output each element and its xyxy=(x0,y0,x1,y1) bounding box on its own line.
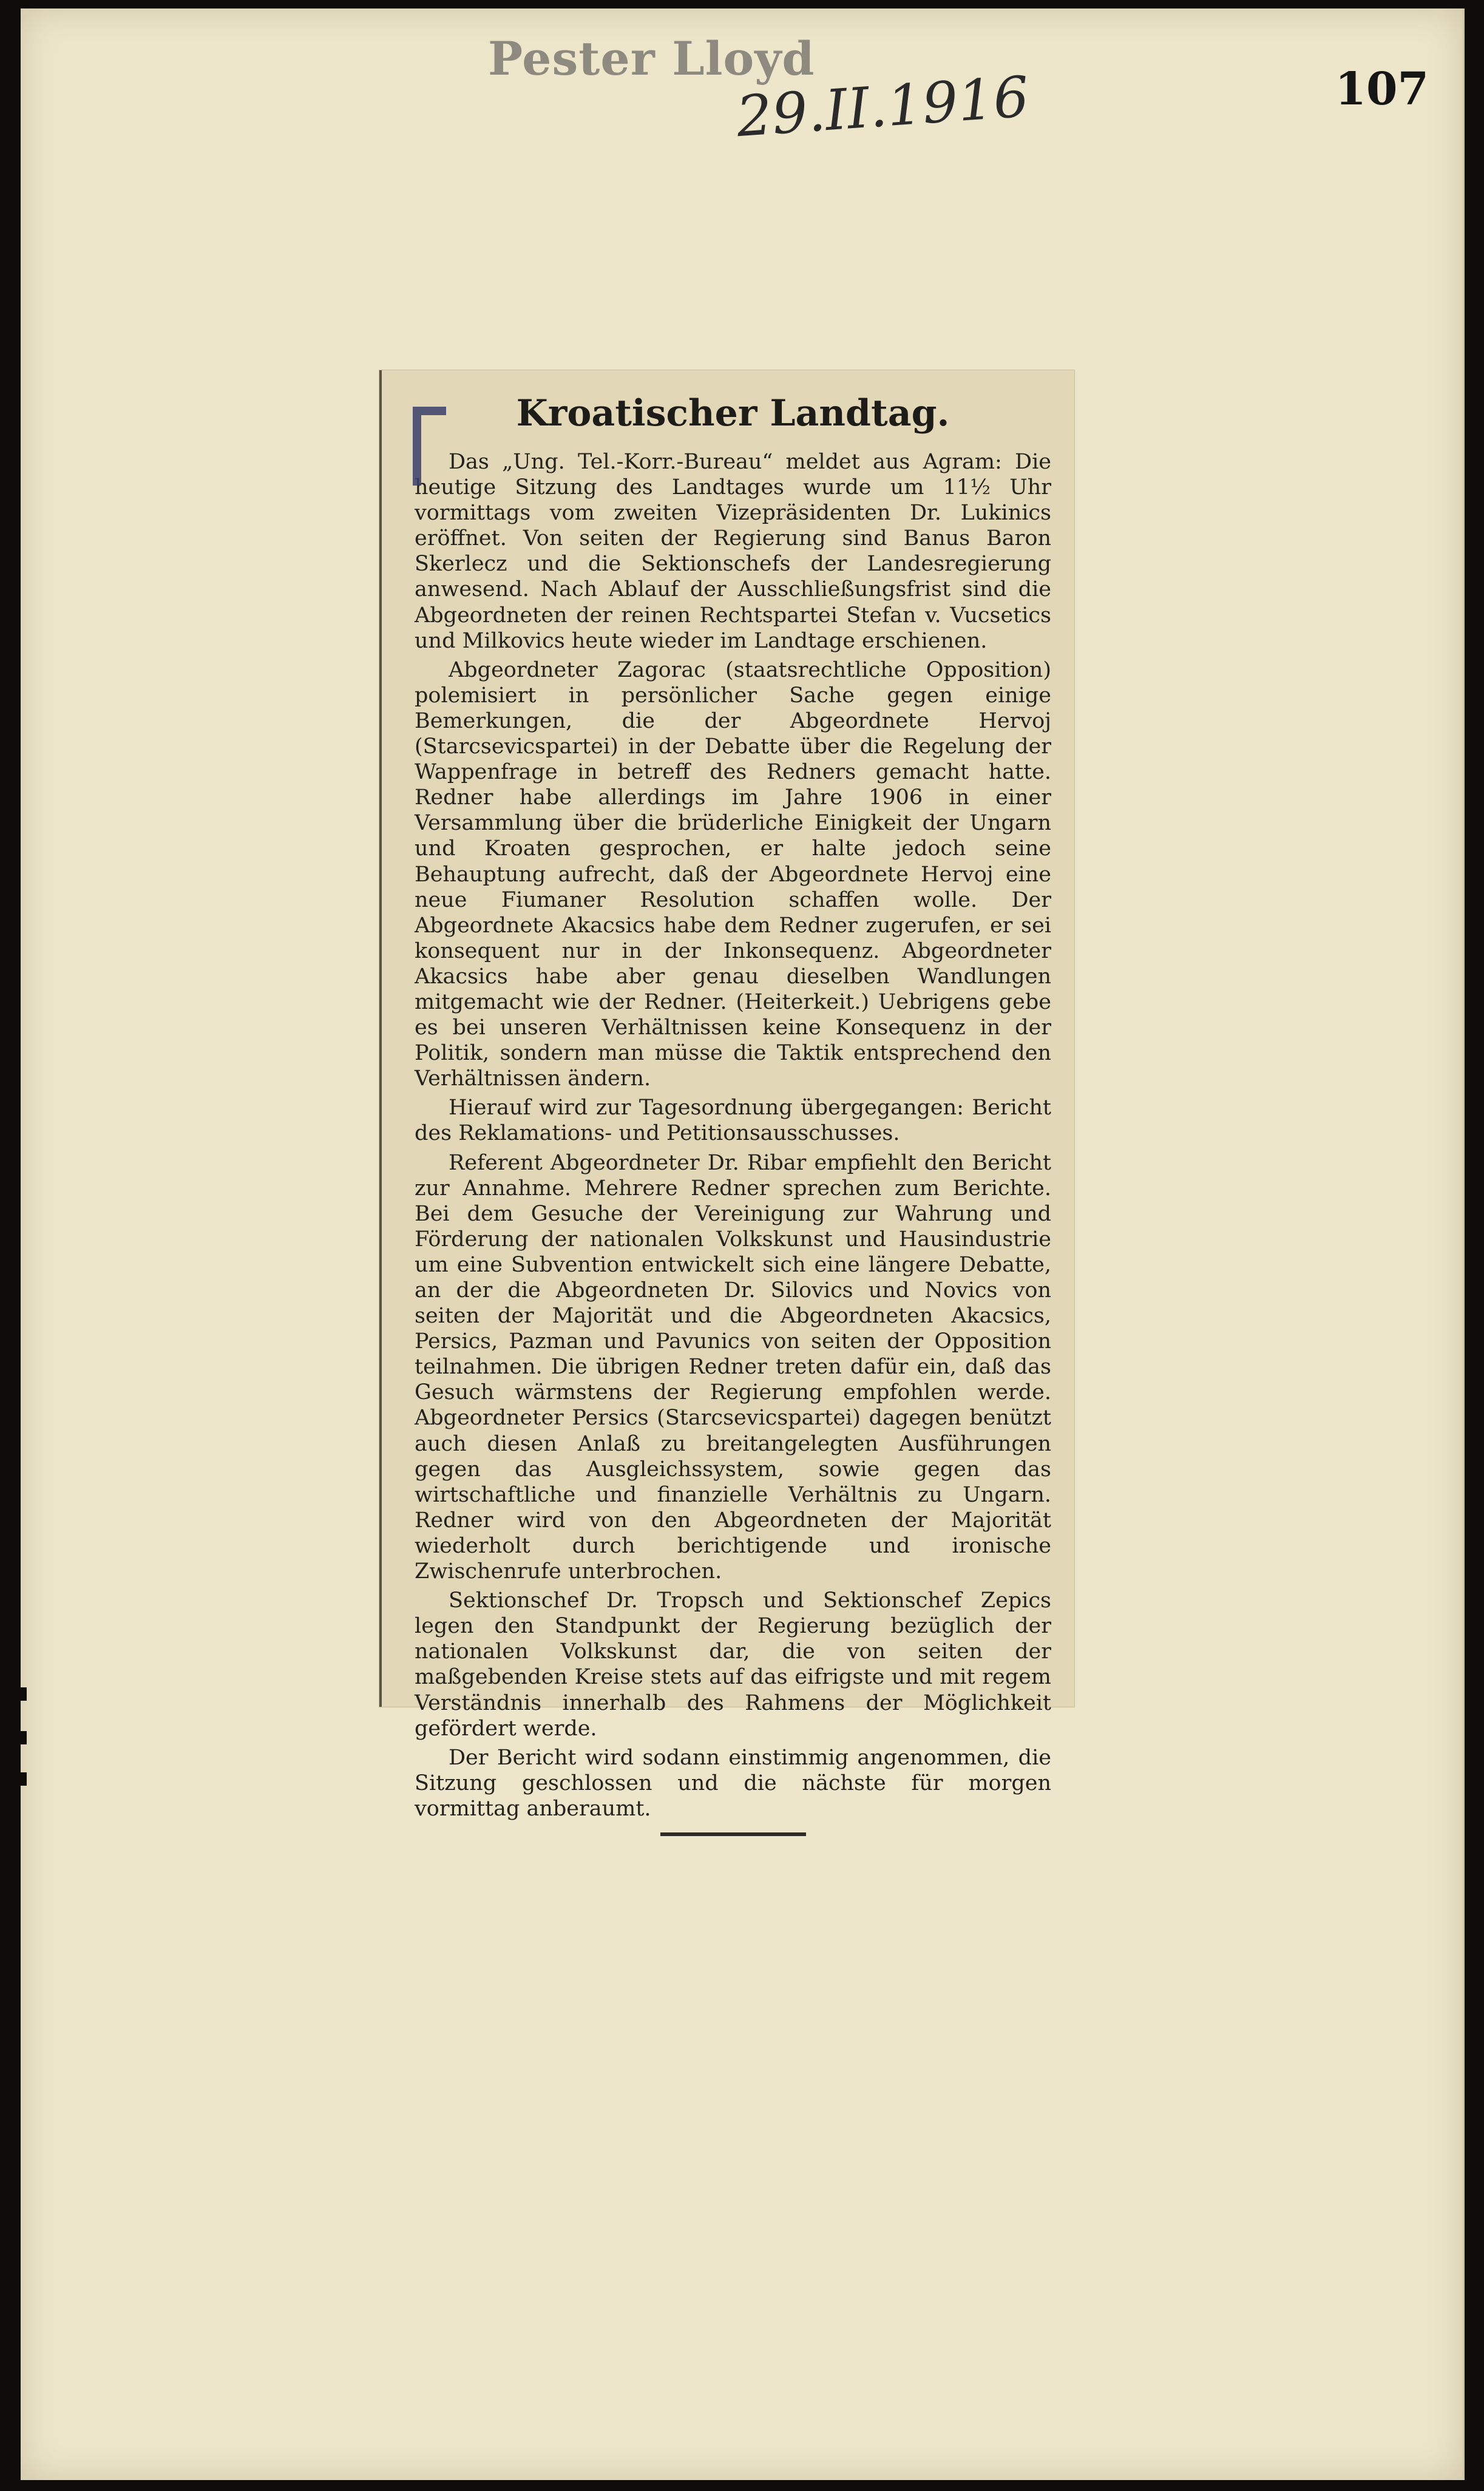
article-paragraph: Der Bericht wird sodann einstimmig angenommen, die Sitzung geschlossen und die nächste für morgen vormittag anberaumt. xyxy=(415,1745,1051,1821)
article-paragraph: Hierauf wird zur Tagesordnung übergegangen: Bericht des Reklamations- und Petitionsausschusses. xyxy=(415,1096,1051,1146)
article-paragraph: Abgeordneter Zagorac (staatsrechtliche Opposition) polemisiert in persönlicher Sache gegen einige Bemerkungen, die der Abgeordnete Hervoj (Starcsevicspartei) in der Debatte über die Regelung der Wappenfrage in betreff des Redners gemacht hatte. Redner habe allerdings im Jahre 1906 in einer Versammlung über die brüderliche Einigkeit der Ungarn und Kroaten gesprochen, er halte jedoch seine Behauptung aufrecht, daß der Abgeordnete Hervoj eine neue Fiumaner Resolution schaffen wolle. Der Abgeordnete Akacsics habe dem Redner zugerufen, er sei konsequent nur in der Inkonsequenz. Abgeordneter Akacsics habe aber genau dieselben Wandlungen mitgemacht wie der Redner. (Heiterkeit.) Uebrigens gebe es bei unseren Verhältnissen keine Konsequenz in der Politik, sondern man müsse die Taktik entsprechend den Verhältnissen ändern. xyxy=(415,657,1051,1091)
newspaper-clipping xyxy=(379,370,1074,1821)
article-paragraph: Referent Abgeordneter Dr. Ribar empfiehlt den Bericht zur Annahme. Mehrere Redner sprechen zum Berichte. Bei dem Gesuche der Vereinigung zur Wahrung und Förderung der nationalen Volkskunst und Hausindustrie um eine Subvention entwickelt sich eine längere Debatte, an der die Abgeordneten Dr. Silovics und Novics von seiten der Majorität und die Abgeordneten Akacsics, Persics, Pazman und Pavunics von seiten der Opposition teilnahmen. Die übrigen Redner treten dafür ein, daß das Gesuch wärmstens der Regierung empfohlen werde. Abgeordneter Persics (Starcsevicspartei) dagegen benützt auch diesen Anlaß zu breitangelegten Ausführungen gegen das Ausgleichssystem, sowie gegen das wirtschaftliche und finanzielle Verhältnis zu Ungarn. Redner wird von den Abgeordneten der Majorität wiederholt durch berichtigende und ironische Zwischenrufe unterbrochen. xyxy=(415,1150,1051,1584)
handwritten-date: 29.II.1916 xyxy=(734,64,1031,150)
blue-pencil-bracket xyxy=(413,407,446,486)
paper-tear xyxy=(17,1731,27,1744)
page-number: 107 xyxy=(1335,63,1429,115)
article-paragraph: Das „Ung. Tel.-Korr.-Bureau“ meldet aus Agram: Die heutige Sitzung des Landtages wurde um 11½ Uhr vormittags vom zweiten Vizepräsidenten Dr. Lukinics eröffnet. Von seiten der Regierung sind Banus Baron Skerlecz und die Sektionschefs der Landesregierung anwesend. Nach Ablauf der Ausschließungsfrist sind die Abgeordneten der reinen Rechtspartei Stefan v. Vucsetics und Milkovics heute wieder im Landtage erschienen. xyxy=(415,450,1051,653)
paper-tear xyxy=(17,1772,27,1786)
clipping-title: Kroatischer Landtag. xyxy=(516,392,950,435)
end-rule xyxy=(660,1832,806,1836)
newspaper-stamp: Pester Lloyd xyxy=(488,32,815,86)
paper-tear xyxy=(17,1687,27,1701)
article-paragraph: Sektionschef Dr. Tropsch und Sektionschef Zepics legen den Standpunkt der Regierung bezüglich der nationalen Volkskunst dar, die von seiten der maßgebenden Kreise stets auf das eifrigste und mit regem Verständnis innerhalb des Rahmens der Möglichkeit gefördert werde. xyxy=(415,1588,1051,1741)
